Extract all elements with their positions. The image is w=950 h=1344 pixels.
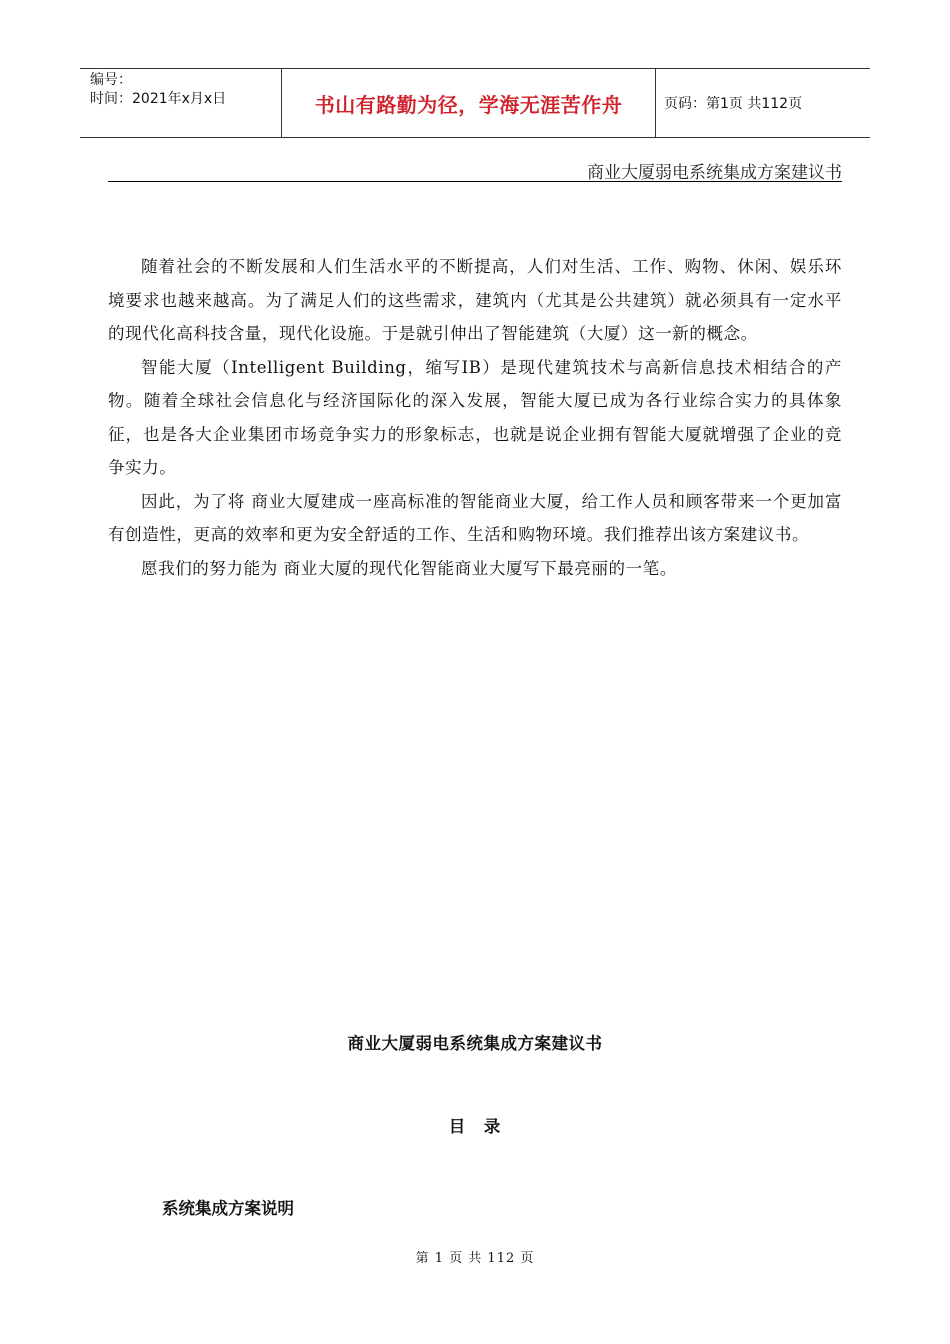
toc-title: 目 录	[448, 1117, 502, 1136]
document-title: 商业大厦弱电系统集成方案建议书	[347, 1034, 603, 1053]
paragraph: 智能大厦（Intelligent Building，缩写IB）是现代建筑技术与高新信息技术相结合的产物。随着全球社会信息化与经济国际化的深入发展，智能大厦已成为各行业综合实力的具体象征，也是各大企业集团市场竞争实力的形象标志，也就是说企业拥有智能大厦就增强了企业的竞争实力。	[108, 357, 842, 477]
section-heading: 系统集成方案说明	[162, 1199, 294, 1218]
paragraph: 随着社会的不断发展和人们生活水平的不断提高，人们对生活、工作、购物、休闲、娱乐环境要求也越来越高。为了满足人们的这些需求，建筑内（尤其是公共建筑）就必须具有一定水平的现代化高科技含量，现代化设施。于是就引伸出了智能建筑（大厦）这一新的概念。	[108, 257, 842, 343]
paragraph: 愿我们的努力能为 商业大厦的现代化智能商业大厦写下最亮丽的一笔。	[141, 558, 677, 578]
page-footer: 第 1 页 共 112 页	[415, 1251, 535, 1266]
running-title: 商业大厦弱电系统集成方案建议书	[587, 163, 842, 183]
page-info: 页码：第1页 共112页	[664, 96, 803, 112]
paragraph: 因此，为了将 商业大厦建成一座高标准的智能商业大厦，给工作人员和顾客带来一个更加富有创造性，更高的效率和更为安全舒适的工作、生活和购物环境。我们推荐出该方案建议书。	[108, 491, 842, 544]
intro-body	[108, 250, 842, 585]
motto: 书山有路勤为径，学海无涯苦作舟	[282, 69, 656, 137]
header-info-cell	[80, 69, 282, 137]
time-label: 时间：2021年x月x日	[90, 91, 227, 107]
header-rule	[108, 181, 842, 182]
header-table	[80, 68, 870, 138]
number-label: 编号：	[90, 72, 132, 88]
